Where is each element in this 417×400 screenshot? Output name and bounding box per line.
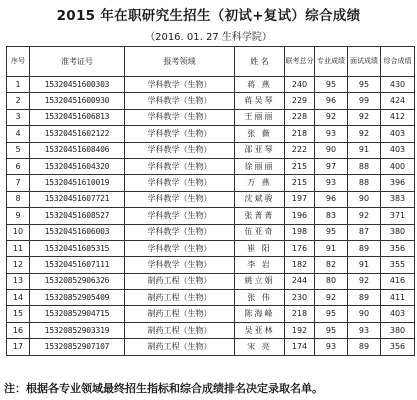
seq-cell: 17: [7, 339, 30, 355]
joint-total-cell: 198: [285, 224, 315, 240]
field-cell: 学科教学（生物）: [125, 257, 235, 273]
interview-score-cell: 89: [348, 240, 381, 256]
interview-score-cell: 92: [348, 208, 381, 224]
score-table: [6, 46, 415, 356]
page-subtitle: （2016. 01. 27 生科学院）: [145, 32, 272, 43]
footnote: 注：根据各专业领域最终招生指标和综合成绩排名决定录取名单。: [4, 382, 323, 395]
field-cell: 学科教学（生物）: [125, 208, 235, 224]
exam-id-cell: 15320451608527: [30, 208, 125, 224]
major-score-cell: 92: [315, 109, 348, 125]
table-row: [7, 224, 415, 240]
interview-score-cell: 88: [348, 175, 381, 191]
field-cell: 制药工程（生物）: [125, 290, 235, 306]
joint-total-cell: 182: [285, 257, 315, 273]
name-cell: 宋 亮: [235, 339, 285, 355]
joint-total-cell: 218: [285, 126, 315, 142]
field-cell: 学科教学（生物）: [125, 175, 235, 191]
composite-score-cell: 403: [381, 142, 415, 158]
interview-score-cell: 90: [348, 306, 381, 322]
name-cell: 蒋 燕: [235, 77, 285, 93]
table-row: [7, 290, 415, 306]
major-score-cell: 95: [315, 224, 348, 240]
name-cell: 张 薇: [235, 126, 285, 142]
header-name: 姓 名: [235, 47, 285, 77]
interview-score-cell: 88: [348, 158, 381, 174]
composite-score-cell: 424: [381, 93, 415, 109]
major-score-cell: 90: [315, 142, 348, 158]
composite-score-cell: 356: [381, 339, 415, 355]
joint-total-cell: 176: [285, 240, 315, 256]
composite-score-cell: 403: [381, 306, 415, 322]
table-row: [7, 142, 415, 158]
table-row: [7, 208, 415, 224]
interview-score-cell: 93: [348, 322, 381, 338]
seq-cell: 5: [7, 142, 30, 158]
header-interview-score: 面试成绩: [348, 47, 381, 77]
name-cell: 王丽丽: [235, 109, 285, 125]
composite-score-cell: 400: [381, 158, 415, 174]
seq-cell: 4: [7, 126, 30, 142]
field-cell: 制药工程（生物）: [125, 339, 235, 355]
seq-cell: 10: [7, 224, 30, 240]
joint-total-cell: 218: [285, 306, 315, 322]
major-score-cell: 93: [315, 339, 348, 355]
composite-score-cell: 380: [381, 224, 415, 240]
major-score-cell: 80: [315, 273, 348, 289]
joint-total-cell: 192: [285, 322, 315, 338]
header-seq: 序号: [7, 47, 30, 77]
joint-total-cell: 197: [285, 191, 315, 207]
table-row: [7, 322, 415, 338]
exam-id-cell: 15320852903319: [30, 322, 125, 338]
seq-cell: 3: [7, 109, 30, 125]
major-score-cell: 97: [315, 158, 348, 174]
interview-score-cell: 91: [348, 257, 381, 273]
table-row: [7, 339, 415, 355]
major-score-cell: 95: [315, 306, 348, 322]
composite-score-cell: 383: [381, 191, 415, 207]
exam-id-cell: 15320451608406: [30, 142, 125, 158]
exam-id-cell: 15320451602122: [30, 126, 125, 142]
joint-total-cell: 229: [285, 93, 315, 109]
table-row: [7, 109, 415, 125]
header-joint-total: 联考总分: [285, 47, 315, 77]
table-row: [7, 158, 415, 174]
major-score-cell: 93: [315, 126, 348, 142]
major-score-cell: 95: [315, 77, 348, 93]
interview-score-cell: 89: [348, 290, 381, 306]
field-cell: 学科教学（生物）: [125, 93, 235, 109]
header-exam-id: 准考证号: [30, 47, 125, 77]
table-row: [7, 77, 415, 93]
field-cell: 制药工程（生物）: [125, 306, 235, 322]
exam-id-cell: 15320451606813: [30, 109, 125, 125]
table-row: [7, 240, 415, 256]
table-row: [7, 175, 415, 191]
name-cell: 邵亚琴: [235, 142, 285, 158]
seq-cell: 16: [7, 322, 30, 338]
exam-id-cell: 15320451607111: [30, 257, 125, 273]
major-score-cell: 92: [315, 290, 348, 306]
interview-score-cell: 95: [348, 77, 381, 93]
seq-cell: 7: [7, 175, 30, 191]
joint-total-cell: 215: [285, 175, 315, 191]
seq-cell: 9: [7, 208, 30, 224]
interview-score-cell: 92: [348, 273, 381, 289]
table-row: [7, 191, 415, 207]
joint-total-cell: 244: [285, 273, 315, 289]
exam-id-cell: 15320451605315: [30, 240, 125, 256]
joint-total-cell: 230: [285, 290, 315, 306]
composite-score-cell: 355: [381, 257, 415, 273]
seq-cell: 2: [7, 93, 30, 109]
field-cell: 制药工程（生物）: [125, 273, 235, 289]
interview-score-cell: 89: [348, 339, 381, 355]
field-cell: 学科教学（生物）: [125, 126, 235, 142]
composite-score-cell: 356: [381, 240, 415, 256]
name-cell: 崔 阳: [235, 240, 285, 256]
composite-score-cell: 411: [381, 290, 415, 306]
field-cell: 学科教学（生物）: [125, 158, 235, 174]
composite-score-cell: 371: [381, 208, 415, 224]
joint-total-cell: 240: [285, 77, 315, 93]
name-cell: 伍亚奇: [235, 224, 285, 240]
joint-total-cell: 174: [285, 339, 315, 355]
seq-cell: 13: [7, 273, 30, 289]
major-score-cell: 96: [315, 191, 348, 207]
table-row: [7, 257, 415, 273]
major-score-cell: 96: [315, 93, 348, 109]
exam-id-cell: 15320451600303: [30, 77, 125, 93]
exam-id-cell: 15320852904715: [30, 306, 125, 322]
header-field: 报考领域: [125, 47, 235, 77]
exam-id-cell: 15320852907107: [30, 339, 125, 355]
exam-id-cell: 15320451606003: [30, 224, 125, 240]
seq-cell: 11: [7, 240, 30, 256]
field-cell: 学科教学（生物）: [125, 109, 235, 125]
name-cell: 蒋吴琴: [235, 93, 285, 109]
composite-score-cell: 380: [381, 322, 415, 338]
field-cell: 学科教学（生物）: [125, 142, 235, 158]
header-major-score: 专业成绩: [315, 47, 348, 77]
interview-score-cell: 87: [348, 224, 381, 240]
exam-id-cell: 15320852905409: [30, 290, 125, 306]
field-cell: 学科教学（生物）: [125, 191, 235, 207]
table-row: [7, 306, 415, 322]
name-cell: 沈斌骏: [235, 191, 285, 207]
name-cell: 张菁菁: [235, 208, 285, 224]
interview-score-cell: 92: [348, 126, 381, 142]
field-cell: 学科教学（生物）: [125, 240, 235, 256]
name-cell: 张 伟: [235, 290, 285, 306]
field-cell: 学科教学（生物）: [125, 224, 235, 240]
composite-score-cell: 396: [381, 175, 415, 191]
interview-score-cell: 92: [348, 109, 381, 125]
seq-cell: 8: [7, 191, 30, 207]
exam-id-cell: 15320451610019: [30, 175, 125, 191]
interview-score-cell: 91: [348, 142, 381, 158]
header-composite-score: 综合成绩: [381, 47, 415, 77]
seq-cell: 6: [7, 158, 30, 174]
joint-total-cell: 196: [285, 208, 315, 224]
field-cell: 学科教学（生物）: [125, 77, 235, 93]
composite-score-cell: 416: [381, 273, 415, 289]
interview-score-cell: 99: [348, 93, 381, 109]
name-cell: 陈海峰: [235, 306, 285, 322]
seq-cell: 14: [7, 290, 30, 306]
page-title: 2015 年在职研究生招生（初试+复试）综合成绩: [56, 8, 361, 24]
name-cell: 姚立娟: [235, 273, 285, 289]
seq-cell: 15: [7, 306, 30, 322]
major-score-cell: 83: [315, 208, 348, 224]
interview-score-cell: 90: [348, 191, 381, 207]
joint-total-cell: 222: [285, 142, 315, 158]
name-cell: 李 岩: [235, 257, 285, 273]
exam-id-cell: 15320451604320: [30, 158, 125, 174]
exam-id-cell: 15320451600930: [30, 93, 125, 109]
major-score-cell: 91: [315, 240, 348, 256]
major-score-cell: 93: [315, 175, 348, 191]
seq-cell: 12: [7, 257, 30, 273]
table-row: [7, 273, 415, 289]
field-cell: 制药工程（生物）: [125, 322, 235, 338]
table-row: [7, 93, 415, 109]
table-row: [7, 126, 415, 142]
seq-cell: 1: [7, 77, 30, 93]
exam-id-cell: 15320852906326: [30, 273, 125, 289]
name-cell: 万 燕: [235, 175, 285, 191]
major-score-cell: 95: [315, 322, 348, 338]
joint-total-cell: 215: [285, 158, 315, 174]
composite-score-cell: 412: [381, 109, 415, 125]
composite-score-cell: 430: [381, 77, 415, 93]
exam-id-cell: 15320451607721: [30, 191, 125, 207]
major-score-cell: 82: [315, 257, 348, 273]
name-cell: 徐丽丽: [235, 158, 285, 174]
joint-total-cell: 228: [285, 109, 315, 125]
table-header-row: [7, 47, 415, 77]
name-cell: 吴亚林: [235, 322, 285, 338]
composite-score-cell: 403: [381, 126, 415, 142]
